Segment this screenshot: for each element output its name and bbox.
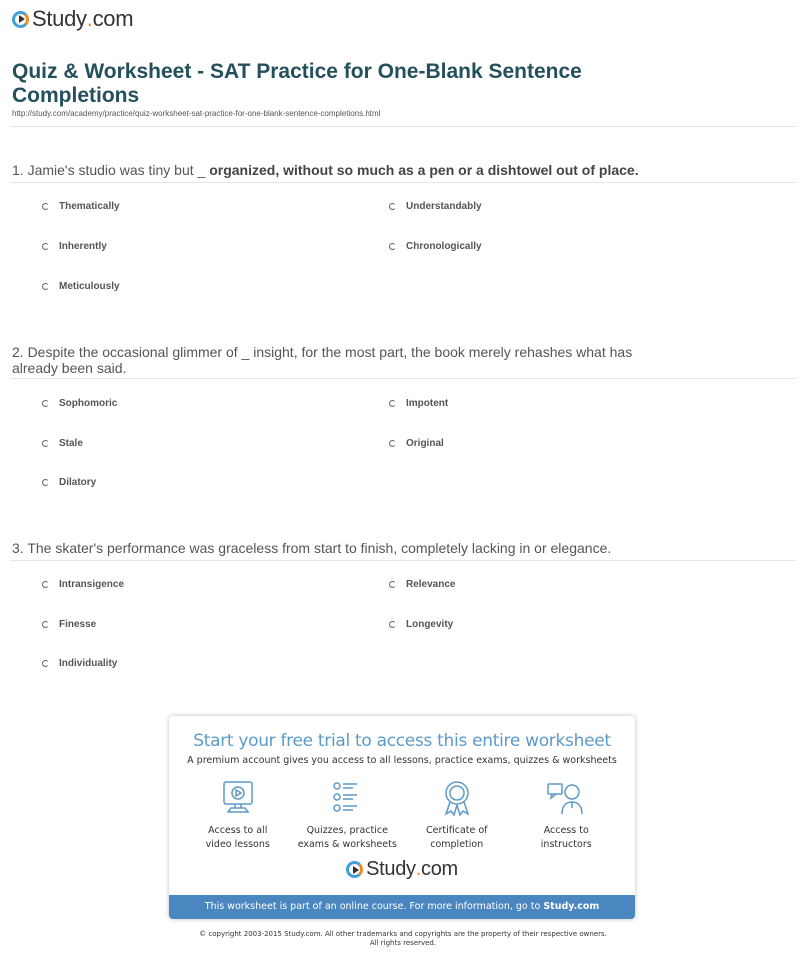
radio-icon[interactable] — [389, 203, 396, 210]
feature-line: video lessons — [205, 839, 270, 850]
logo-suffix: com — [421, 858, 458, 880]
option[interactable] — [389, 241, 482, 252]
radio-icon[interactable] — [42, 243, 49, 250]
option[interactable] — [42, 201, 120, 212]
study-logo[interactable] — [12, 6, 133, 32]
radio-icon[interactable] — [42, 479, 49, 486]
feature-line: instructors — [540, 839, 592, 850]
option[interactable] — [42, 579, 124, 590]
radio-icon[interactable] — [42, 660, 49, 667]
divider — [10, 378, 796, 379]
option[interactable] — [389, 438, 444, 449]
certificate-icon — [437, 780, 477, 816]
promo-subtitle: A premium account gives you access to all lessons, practice exams, quizzes & worksheets — [187, 755, 617, 766]
radio-icon[interactable] — [42, 283, 49, 290]
free-trial-promo[interactable] — [169, 716, 635, 919]
copyright-line: © copyright 2003-2015 Study.com. All other trademarks and copyrights are the property of their respective owners. — [199, 930, 607, 938]
option-label: Original — [406, 438, 444, 449]
option-label: Inherently — [59, 241, 107, 252]
feature-line: Certificate of — [425, 825, 488, 836]
logo-text: Study — [32, 6, 87, 31]
question-3 — [12, 540, 672, 556]
feature-quizzes — [293, 780, 403, 852]
option-label: Chronologically — [406, 241, 482, 252]
video-lesson-icon — [218, 780, 258, 816]
feature-line: Access to — [543, 825, 589, 836]
radio-icon[interactable] — [389, 621, 396, 628]
page-title: Quiz & Worksheet - SAT Practice for One-Blank Sentence Completions — [12, 60, 582, 107]
option[interactable] — [42, 658, 117, 669]
study-link[interactable]: Study.com — [543, 901, 600, 912]
option[interactable] — [42, 398, 117, 409]
divider — [10, 182, 796, 183]
option[interactable] — [389, 398, 448, 409]
option-label: Sophomoric — [59, 398, 118, 409]
option[interactable] — [42, 438, 83, 449]
option-label: Impotent — [406, 398, 449, 409]
radio-icon[interactable] — [42, 203, 49, 210]
option-label: Dilatory — [59, 477, 97, 488]
option-label: Finesse — [59, 619, 97, 630]
radio-icon[interactable] — [42, 400, 49, 407]
bar-text: This worksheet is part of an online course. For more information, go to — [204, 901, 544, 912]
option-label: Stale — [59, 438, 83, 449]
radio-icon[interactable] — [389, 400, 396, 407]
radio-icon[interactable] — [42, 581, 49, 588]
question-text: 2. Despite the occasional glimmer of _ insight, for the most part, the book merely rehashes what has already been said. — [12, 344, 633, 376]
option-label: Intransigence — [59, 579, 125, 590]
copyright-footer — [0, 930, 806, 948]
option-label: Relevance — [406, 579, 456, 590]
feature-instructors — [512, 780, 622, 852]
question-2 — [12, 344, 672, 376]
option-label: Longevity — [406, 619, 454, 630]
option[interactable] — [42, 477, 96, 488]
option[interactable] — [42, 241, 107, 252]
question-1 — [12, 162, 672, 178]
option-label: Understandably — [406, 201, 482, 212]
option[interactable] — [389, 619, 453, 630]
course-info-bar[interactable] — [169, 895, 635, 919]
feature-line: exams & worksheets — [297, 839, 397, 850]
feature-line: completion — [430, 839, 484, 850]
divider — [10, 560, 796, 561]
radio-icon[interactable] — [42, 440, 49, 447]
page-url[interactable]: http://study.com/academy/practice/quiz-worksheet-sat-practice-for-one-blank-sentence-completions.html — [12, 109, 381, 118]
quiz-list-icon — [327, 780, 367, 816]
radio-icon[interactable] — [389, 581, 396, 588]
question-text: 3. The skater's performance was graceless from start to finish, completely lacking in or elegance. — [12, 540, 612, 556]
study-logo-promo — [169, 858, 635, 881]
divider — [10, 126, 796, 127]
radio-icon[interactable] — [389, 440, 396, 447]
feature-certificate — [402, 780, 512, 852]
logo-dot: . — [86, 6, 93, 31]
feature-line: Quizzes, practice — [306, 825, 388, 836]
feature-video-lessons — [183, 780, 293, 852]
logo-text: Study — [366, 858, 416, 880]
logo-suffix: com — [92, 6, 134, 31]
feature-line: Access to all — [208, 825, 268, 836]
option[interactable] — [389, 579, 455, 590]
play-logo-icon — [12, 11, 29, 28]
logo-dot: . — [415, 858, 422, 880]
instructor-icon — [546, 780, 586, 816]
play-logo-icon — [346, 861, 363, 878]
option[interactable] — [42, 281, 120, 292]
option[interactable] — [389, 201, 482, 212]
rights-line: All rights reserved. — [369, 939, 437, 947]
promo-title: Start your free trial to access this entire worksheet — [193, 731, 611, 751]
option-label: Thematically — [59, 201, 120, 212]
option[interactable] — [42, 619, 96, 630]
radio-icon[interactable] — [42, 621, 49, 628]
option-label: Meticulously — [59, 281, 120, 292]
question-text: 1. Jamie's studio was tiny but _ — [12, 162, 210, 178]
option-label: Individuality — [59, 658, 118, 669]
radio-icon[interactable] — [389, 243, 396, 250]
question-text-bold: organized, without so much as a pen or a dishtowel out of place. — [209, 162, 639, 178]
